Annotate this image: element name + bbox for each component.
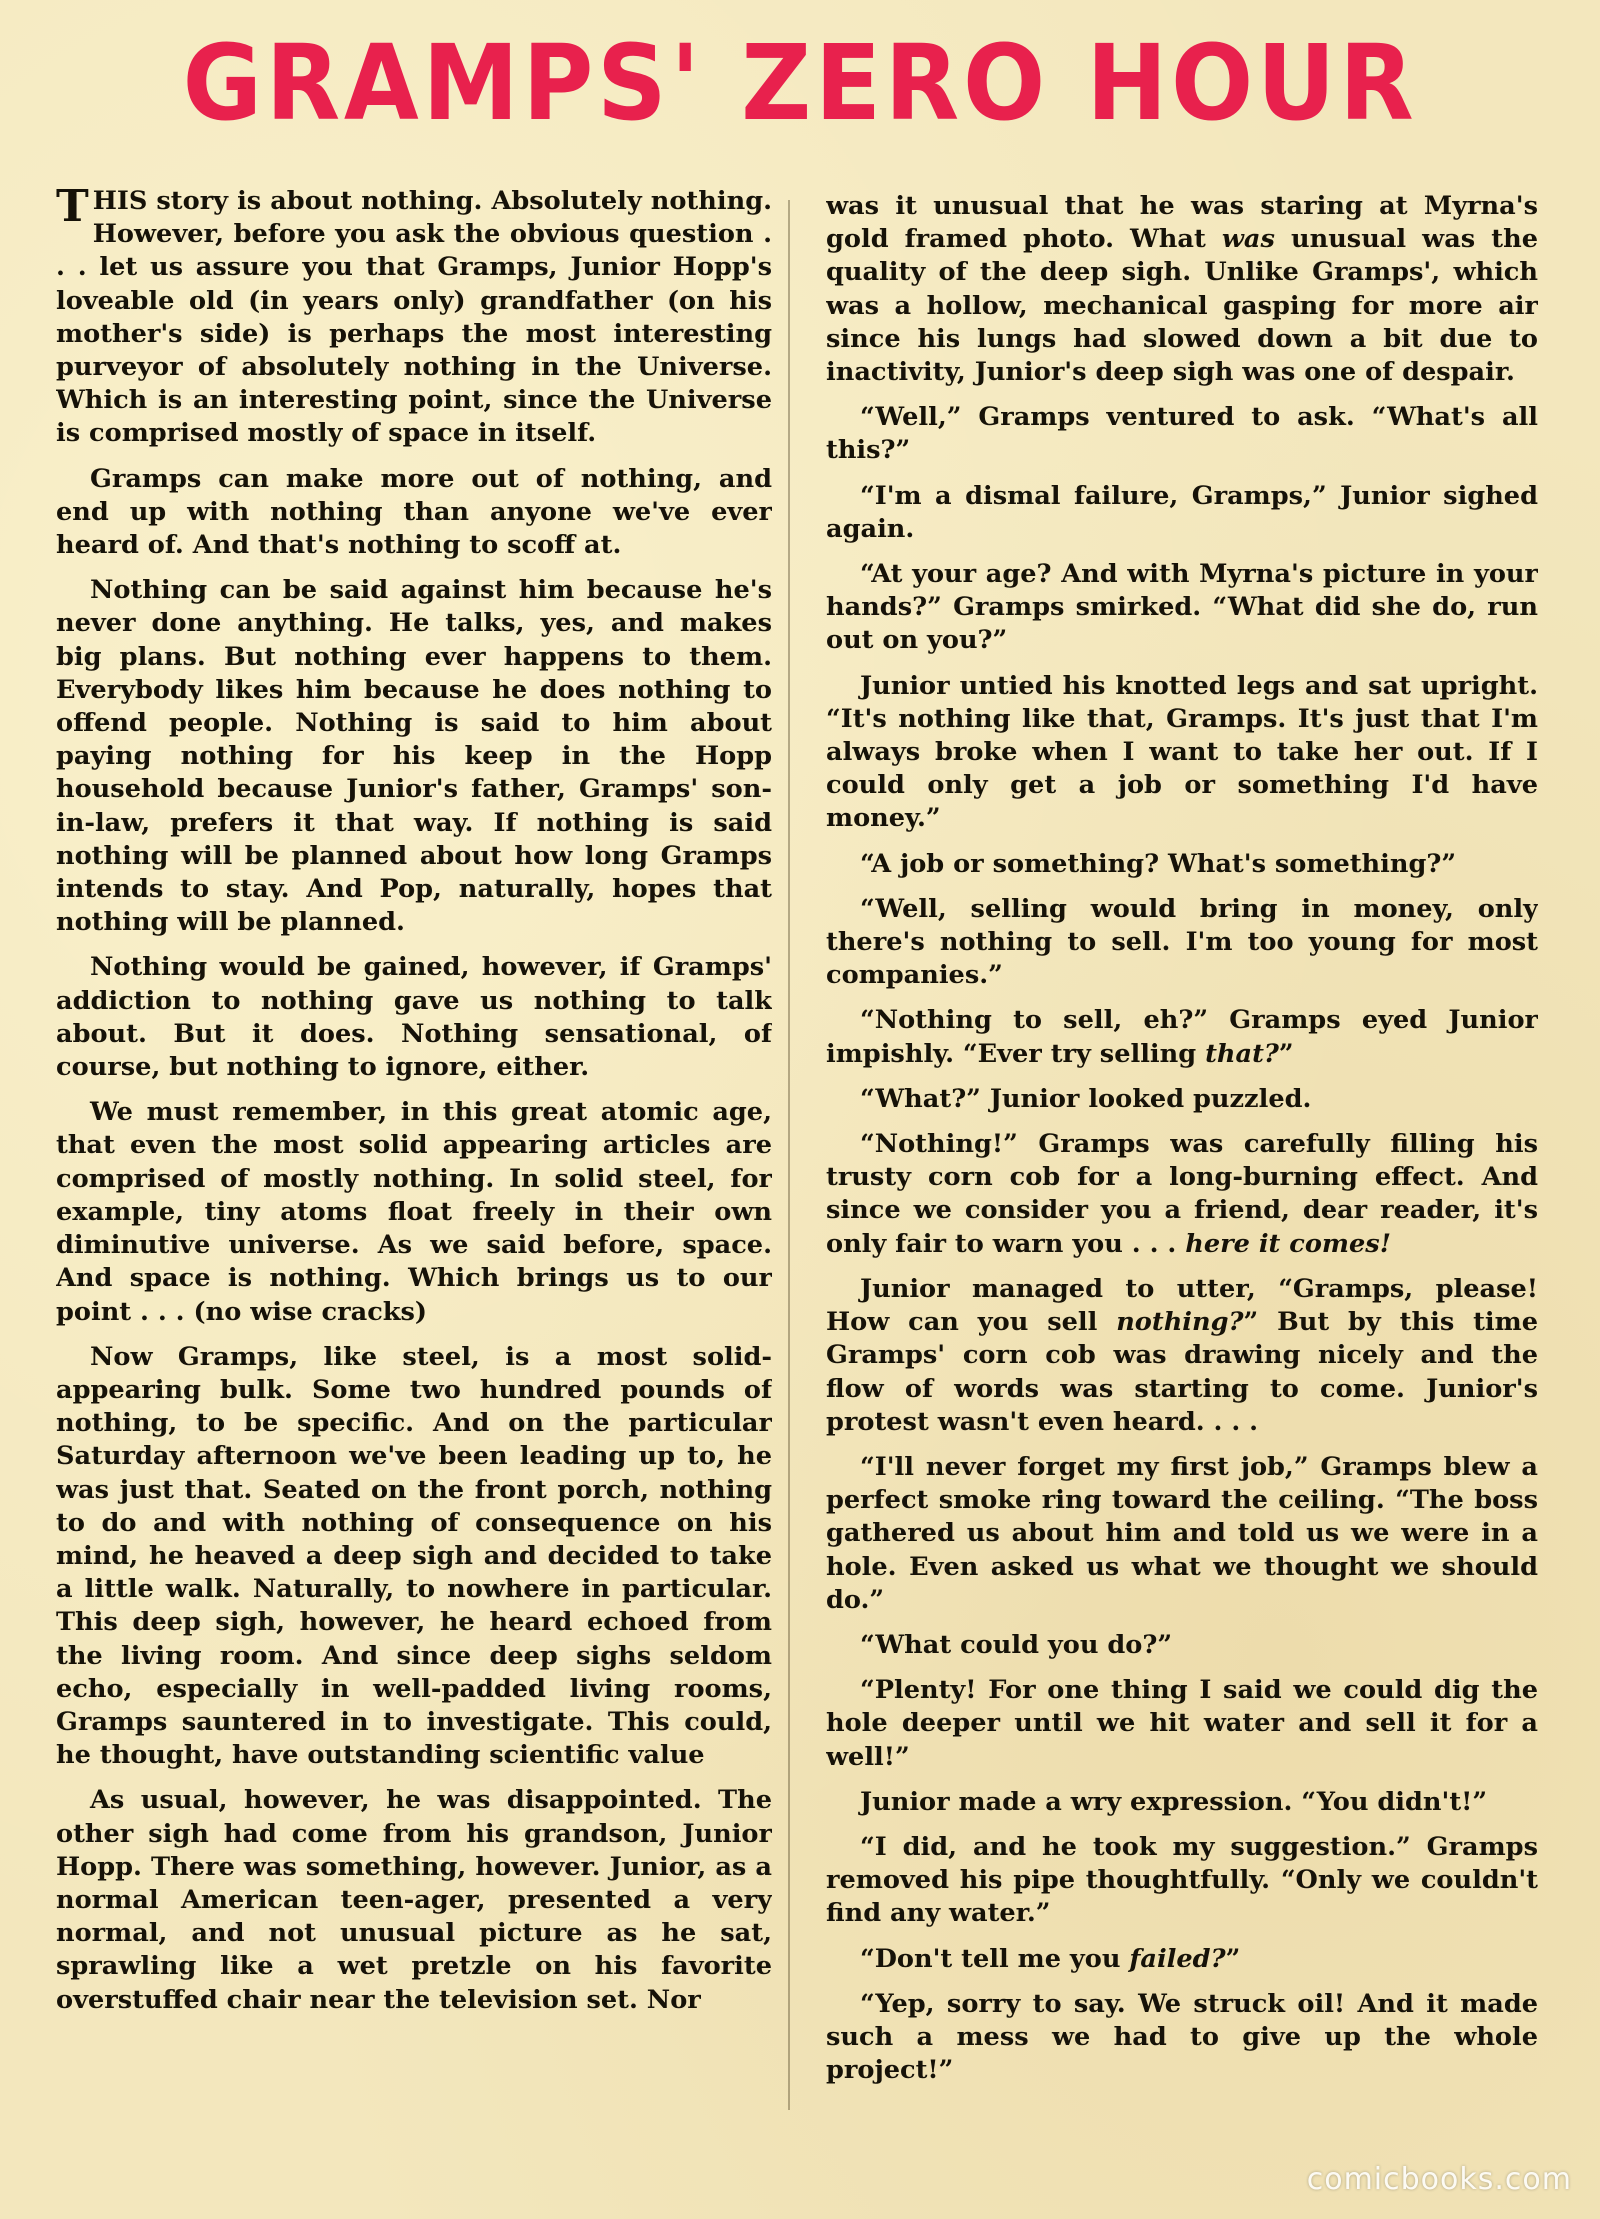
paragraph: We must remember, in this great atomic age, that even the most solid appearing articles are comprised of mostly nothing. In solid steel, for example, tiny atoms float freely in their own diminutive universe. As we said before, space. And space is nothing. Which brings us to our point . . . (no wise cracks) — [56, 1097, 772, 1327]
paragraph — [826, 1273, 1538, 1439]
text-span: ” — [1278, 1038, 1294, 1069]
paragraph: “I did, and he took my suggestion.” Gramps removed his pipe thoughtfully. “Only we couldn't find any water.” — [826, 1831, 1538, 1929]
text-span: “Don't tell me you — [860, 1943, 1130, 1974]
paragraph: “I'll never forget my first job,” Gramps blew a perfect smoke ring toward the ceiling. “The boss gathered us about him and told us we were in a hole. Even asked us what we thought we should do.” — [826, 1451, 1538, 1615]
paragraph-1-text: HIS story is about nothing. Absolutely nothing. However, before you ask the obvious question . . . let us assure you that Gramps, Junior Hopp's loveable old (in years only) grandfather (on his mother's side) is perhaps the most interesting purveyor of absolutely nothing in the Universe. Which is an interesting point, since the Universe is comprised mostly of space in itself. — [56, 186, 772, 449]
paragraph: “Well, selling would bring in money, only there's nothing to sell. I'm too young for most companies.” — [826, 893, 1538, 991]
text-span: “Nothing to sell, eh?” Gramps eyed Junior impishly. “Ever try selling — [826, 1005, 1538, 1069]
text-span: “Nothing!” Gramps was carefully filling his trusty corn cob for a long-burning effect. And since we consider you a friend, dear reader, it's only fair to warn you . . . — [826, 1129, 1538, 1259]
paragraph: “Well,” Gramps ventured to ask. “What's all this?” — [826, 402, 1538, 466]
paragraph-1 — [56, 185, 772, 451]
text-span: ” — [1225, 1943, 1241, 1974]
paragraph: “Yep, sorry to say. We struck oil! And it made such a mess we had to give up the whole project!” — [826, 1988, 1538, 2086]
paragraph: Junior made a wry expression. “You didn't!” — [860, 1786, 1488, 1817]
paragraph: As usual, however, he was disappointed. The other sigh had come from his grandson, Junior Hopp. There was something, however. Junior, as a normal American teen-ager, presented a very normal, and not unusual picture as he sat, sprawling like a wet pretzle on his favorite overstuffed chair near the television set. Nor — [56, 1785, 772, 2015]
paragraph — [826, 1004, 1538, 1070]
text-span: Junior managed to utter, “Gramps, please! How can you sell — [826, 1273, 1538, 1338]
paragraph — [826, 1128, 1538, 1261]
paragraph: Junior untied his knotted legs and sat upright. “It's nothing like that, Gramps. It's just that I'm always broke when I want to take her out. If I could only get a job or something I'd have money.” — [826, 670, 1538, 834]
emphasis: here it comes! — [1185, 1228, 1391, 1259]
paragraph: “What?” Junior looked puzzled. — [860, 1083, 1312, 1114]
emphasis: that? — [1205, 1038, 1279, 1069]
left-column — [56, 185, 772, 2140]
drop-cap: T — [56, 185, 89, 232]
watermark: comicbooks.com — [1306, 2162, 1572, 2197]
text-span: was it unusual that he was staring at Myrna's gold framed photo. What — [826, 191, 1538, 255]
paragraph: “Plenty! For one thing I said we could dig the hole deeper until we hit water and sell it for a well!” — [826, 1675, 1538, 1772]
paragraph-continuation — [826, 190, 1538, 389]
paragraph: Nothing would be gained, however, if Gramps' addiction to nothing gave us nothing to talk about. But it does. Nothing sensational, of course, but nothing to ignore, either. — [56, 952, 772, 1083]
paragraph: “At your age? And with Myrna's picture in your hands?” Gramps smirked. “What did she do, run out on you?” — [826, 559, 1538, 656]
right-column — [826, 190, 1538, 2145]
emphasis: nothing? — [1116, 1307, 1244, 1338]
text-span: ” But by this time Gramps' corn cob was drawing nicely and the flow of words was starting to come. Junior's protest wasn't even heard. . . . — [826, 1307, 1538, 1437]
paragraph: Gramps can make more out of nothing, and end up with nothing than anyone we've ever heard of. And that's nothing to scoff at. — [56, 463, 772, 561]
story-title: GRAMPS' ZERO HOUR — [182, 22, 1418, 144]
paragraph: “What could you do?” — [860, 1629, 1173, 1660]
column-divider — [788, 200, 790, 2110]
text-span: unusual was the quality of the deep sigh. Unlike Gramps', which was a hollow, mechanical gasping for more air since his lungs had slowed down a bit due to inactivity, Junior's deep sigh was one of despair. — [826, 224, 1538, 388]
paragraph: “A job or something? What's something?” — [860, 848, 1457, 879]
paragraph: “I'm a dismal failure, Gramps,” Junior sighed again. — [826, 480, 1538, 544]
emphasis: was — [1221, 224, 1275, 255]
paragraph: Nothing can be said against him because he's never done anything. He talks, yes, and makes big plans. But nothing ever happens to them. Everybody likes him because he does nothing to offend people. Nothing is said to him about paying nothing for his keep in the Hopp household because Junior's father, Gramps' son-in-law, prefers it that way. If nothing is said nothing will be planned about how long Gramps intends to stay. And Pop, naturally, hopes that nothing will be planned. — [56, 575, 772, 938]
paragraph — [826, 1943, 1538, 1976]
paragraph: Now Gramps, like steel, is a most solid-appearing bulk. Some two hundred pounds of nothing, to be specific. And on the particular Saturday afternoon we've been leading up to, he was just that. Seated on the front porch, nothing to do and with nothing of consequence on his mind, he heaved a deep sigh and decided to take a little walk. Naturally, to nowhere in particular. This deep sigh, however, he heard echoed from the living room. And since deep sighs seldom echo, especially in well-padded living rooms, Gramps sauntered in to investigate. This could, he thought, have outstanding scientific value — [56, 1341, 772, 1771]
emphasis: failed? — [1129, 1943, 1226, 1974]
